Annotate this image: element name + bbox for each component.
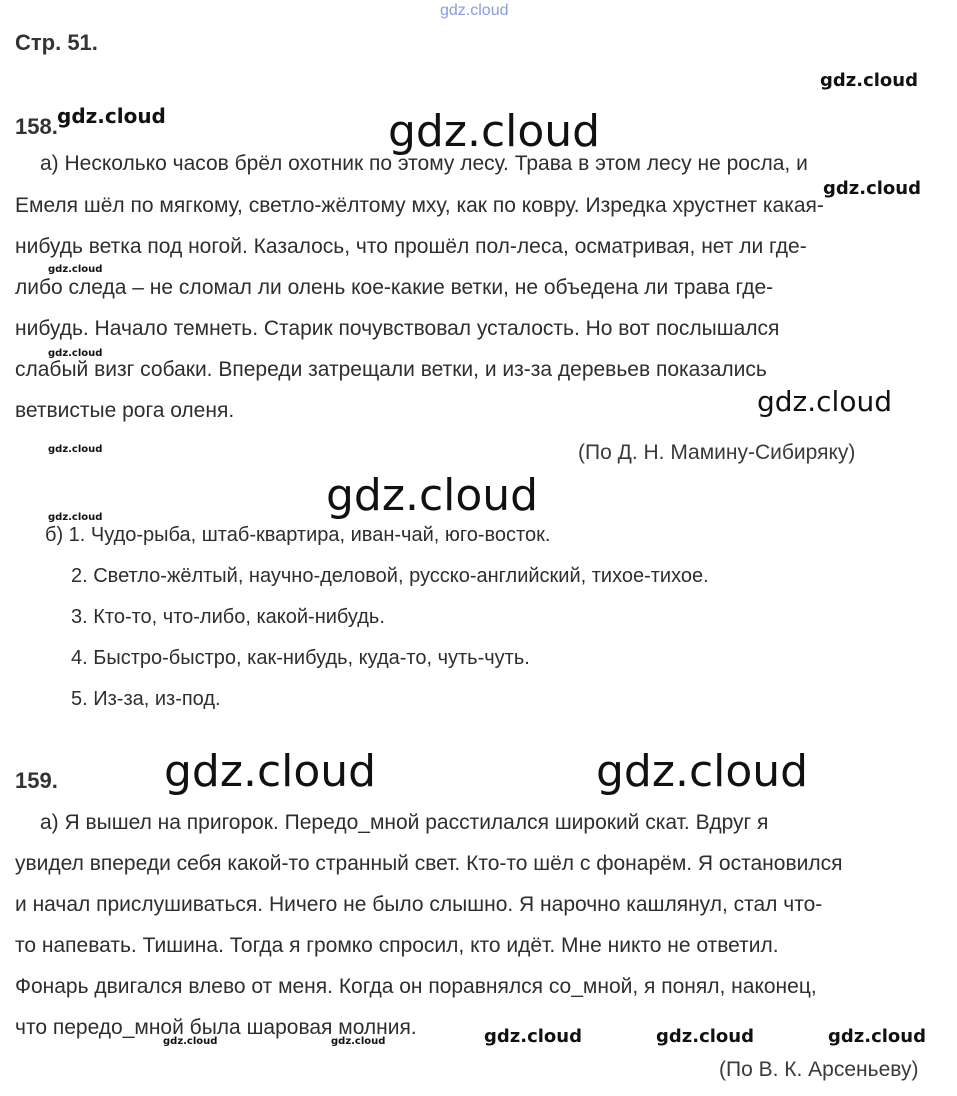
watermark: gdz.cloud xyxy=(656,1026,754,1047)
ex159-text-line: и начал прислушиваться. Ничего не было слышно. Я нарочно кашлянул, стал что- xyxy=(15,893,823,916)
watermark-top: gdz.cloud xyxy=(440,2,509,19)
watermark: gdz.cloud xyxy=(164,746,377,797)
ex158-source: (По Д. Н. Мамину-Сибиряку) xyxy=(578,441,856,464)
watermark: gdz.cloud xyxy=(48,444,103,455)
ex158-text-line: Емеля шёл по мягкому, светло-жёлтому мху, как по ковру. Изредка хрустнет какая- xyxy=(15,194,824,217)
ex158-text-line: нибудь ветка под ногой. Казалось, что прошёл пол-леса, осматривая, нет ли где- xyxy=(15,235,807,258)
ex158-text-line: а) Несколько часов брёл охотник по этому лесу. Трава в этом лесу не росла, и xyxy=(40,152,808,175)
ex159-text-line: Фонарь двигался влево от меня. Когда он поравнялся со_мной, я понял, наконец, xyxy=(15,975,817,998)
ex159-text-line: что передо_мной была шаровая молния. xyxy=(15,1016,417,1039)
page-header: Стр. 51. xyxy=(15,30,98,55)
watermark: gdz.cloud xyxy=(326,470,539,521)
exercise-158-number: 158. xyxy=(15,114,58,139)
watermark: gdz.cloud xyxy=(48,264,103,275)
ex158-text-line: либо следа – не сломал ли олень кое-какие ветки, не объедена ли трава где- xyxy=(15,276,774,299)
ex158-text-line: нибудь. Начало темнеть. Старик почувствовал усталость. Но вот послышался xyxy=(15,317,780,340)
ex158-b-item: 4. Быстро-быстро, как-нибудь, куда-то, чуть-чуть. xyxy=(71,647,530,669)
watermark: gdz.cloud xyxy=(484,1026,582,1047)
exercise-159-number: 159. xyxy=(15,768,58,793)
ex158-text-line: ветвистые рога оленя. xyxy=(15,399,235,422)
watermark: gdz.cloud xyxy=(331,1036,386,1047)
ex159-text-line: а) Я вышел на пригорок. Передо_мной расстилался широкий скат. Вдруг я xyxy=(40,811,769,834)
ex158-b-item: 2. Светло-жёлтый, научно-деловой, русско-английский, тихое-тихое. xyxy=(71,565,709,587)
ex158-text-line: слабый визг собаки. Впереди затрещали ветки, и из-за деревьев показались xyxy=(15,358,767,381)
watermark: gdz.cloud xyxy=(596,746,809,797)
watermark: gdz.cloud xyxy=(828,1026,926,1047)
watermark: gdz.cloud xyxy=(57,104,166,128)
watermark: gdz.cloud xyxy=(48,348,103,359)
watermark: gdz.cloud xyxy=(820,70,918,91)
ex158-b-item: б) 1. Чудо-рыба, штаб-квартира, иван-чай, юго-восток. xyxy=(45,524,551,546)
watermark: gdz.cloud xyxy=(388,106,601,157)
watermark: gdz.cloud xyxy=(163,1036,218,1047)
ex159-source: (По В. К. Арсеньеву) xyxy=(719,1058,919,1081)
ex159-text-line: увидел впереди себя какой-то странный свет. Кто-то шёл с фонарём. Я остановился xyxy=(15,852,843,875)
watermark: gdz.cloud xyxy=(757,385,892,418)
ex159-text-line: то напевать. Тишина. Тогда я громко спросил, кто идёт. Мне никто не ответил. xyxy=(15,934,779,957)
watermark: gdz.cloud xyxy=(48,512,103,523)
ex158-b-item: 3. Кто-то, что-либо, какой-нибудь. xyxy=(71,606,385,628)
ex158-b-item: 5. Из-за, из-под. xyxy=(71,688,221,710)
watermark: gdz.cloud xyxy=(823,178,921,199)
